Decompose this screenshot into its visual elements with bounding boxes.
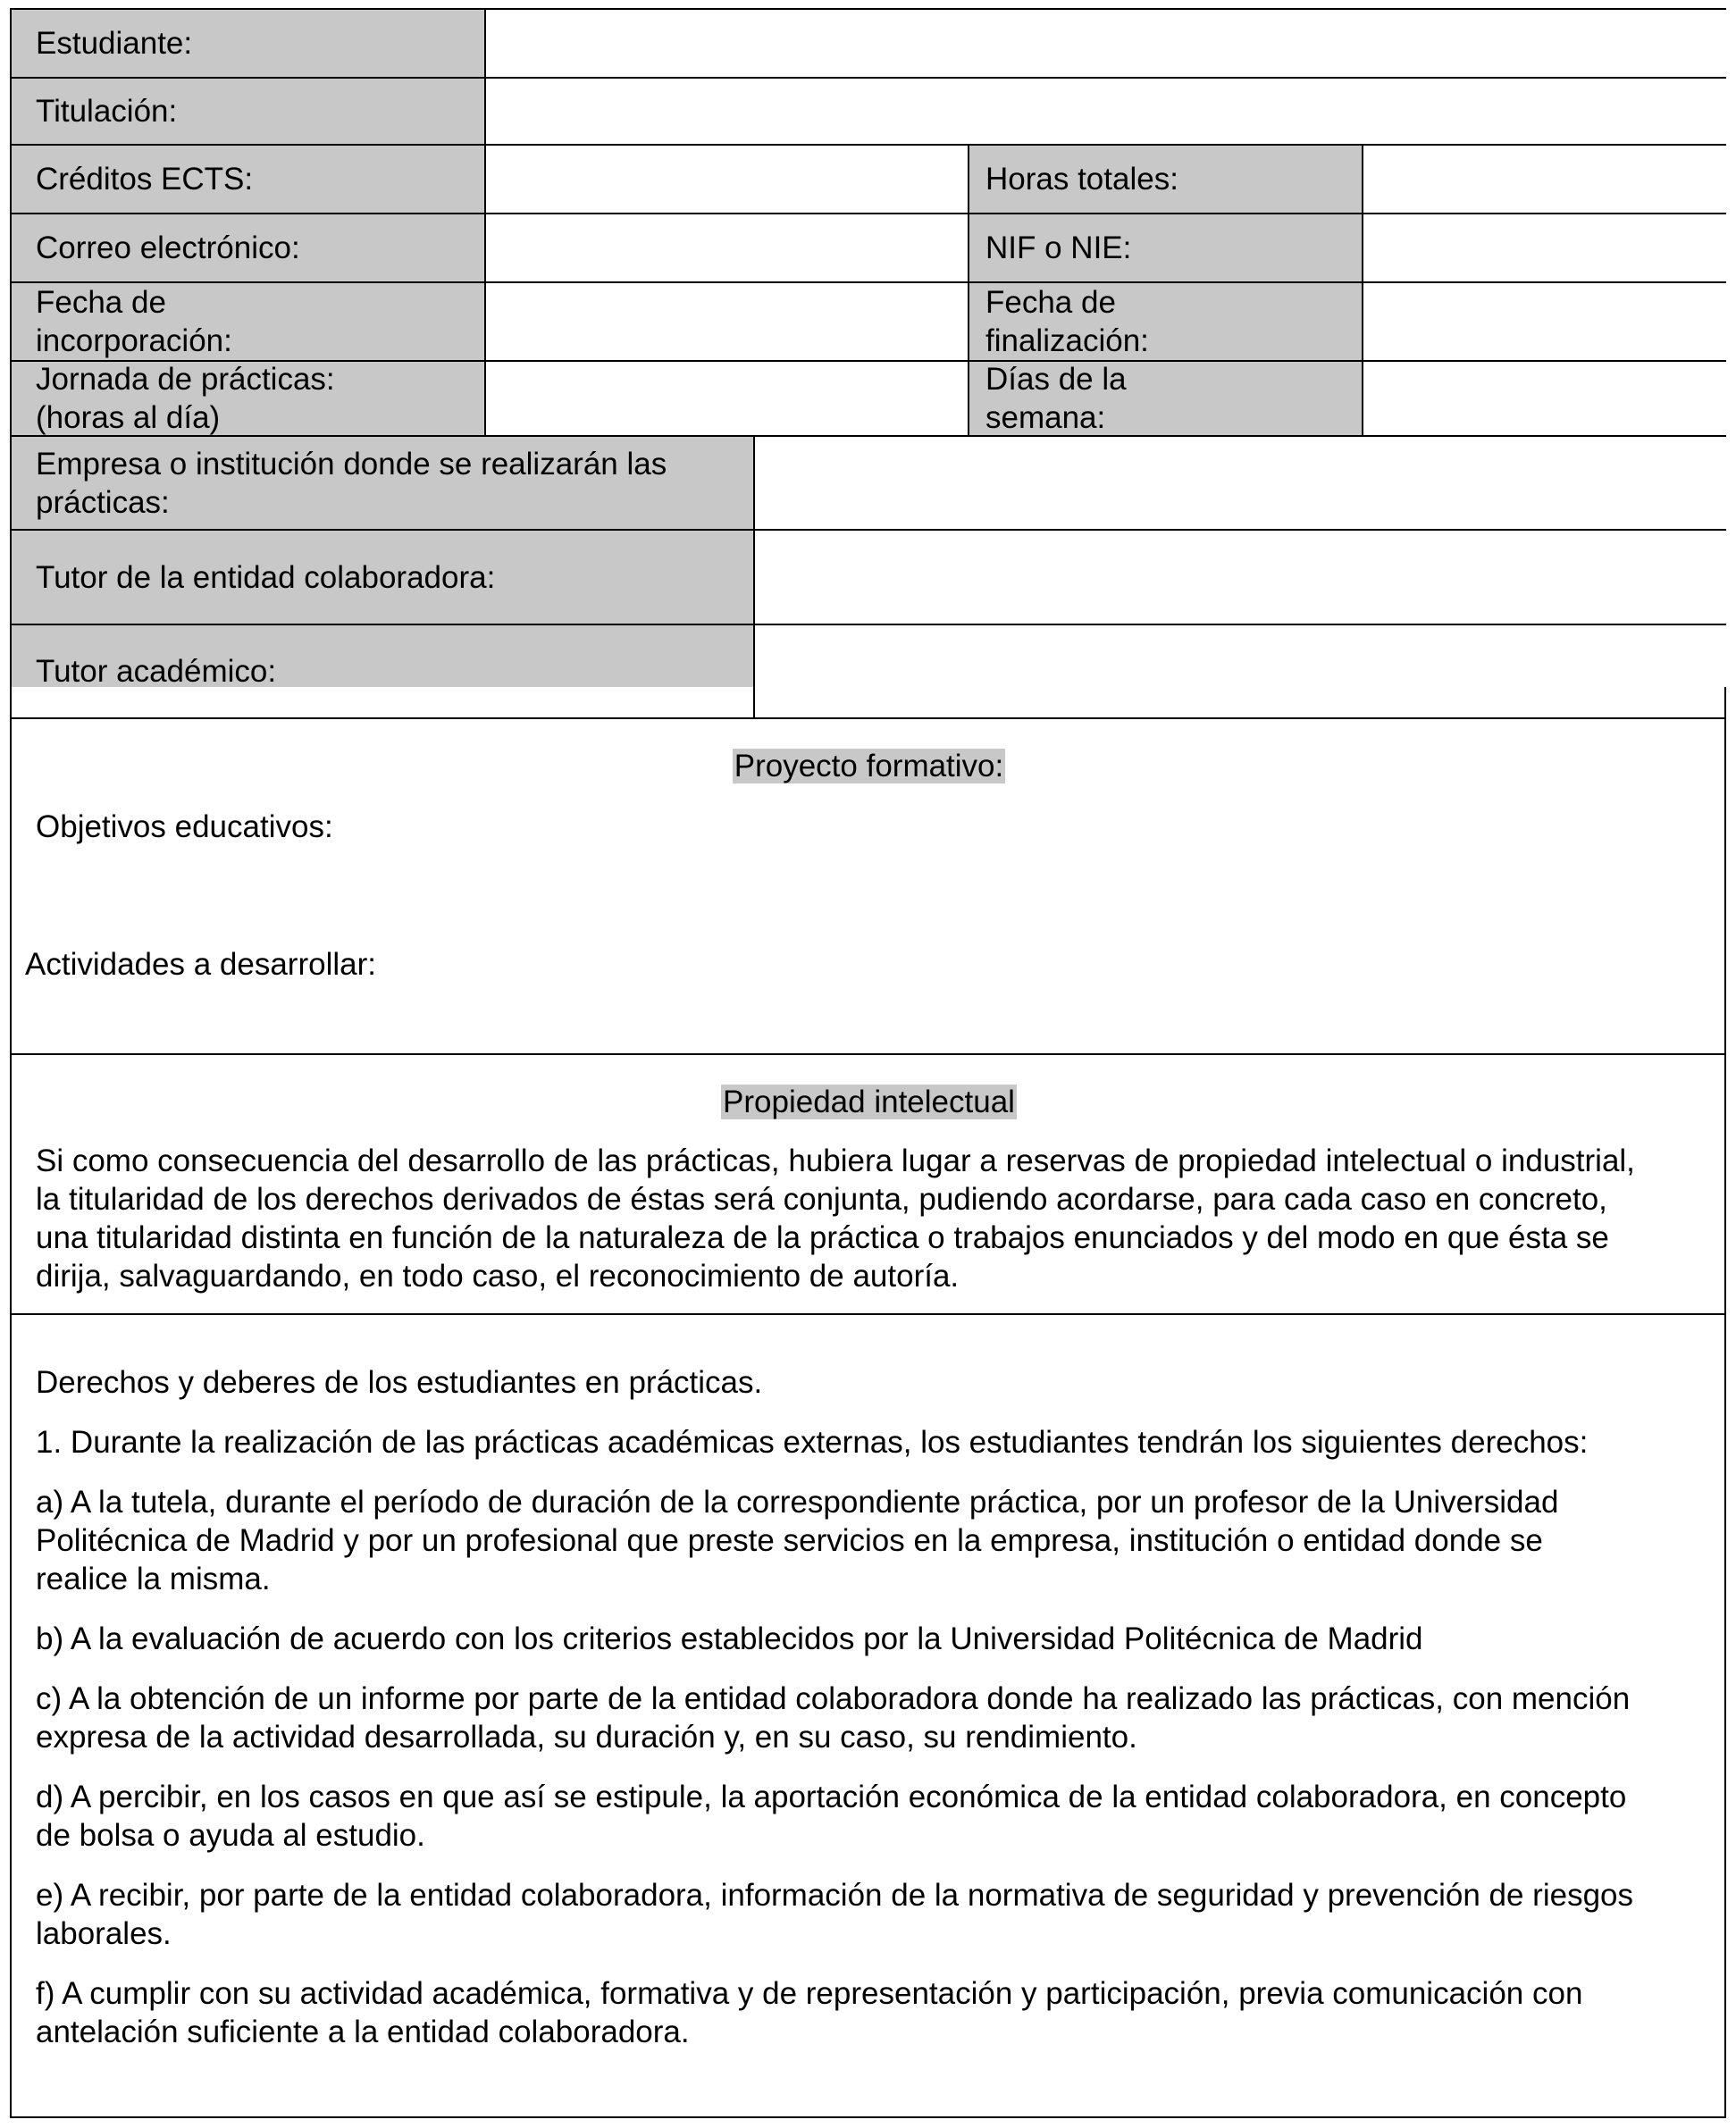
company-tutor-label: Tutor de la entidad colaboradora: bbox=[36, 559, 496, 595]
degree-field[interactable] bbox=[486, 79, 1726, 144]
rights-section bbox=[36, 1363, 1715, 2051]
email-field[interactable] bbox=[486, 214, 968, 281]
project-title: Proyecto formativo: bbox=[734, 749, 1004, 783]
workday-field[interactable] bbox=[486, 362, 968, 435]
rights-item-f: f) A cumplir con su actividad académica, formativa y de representación y participación, previa comunicación con antelación suficiente a la entidad colaboradora. bbox=[36, 1976, 1583, 2049]
company-label: Empresa o institución donde se realizarán las prácticas: bbox=[36, 446, 667, 520]
end-date-field[interactable] bbox=[1363, 283, 1726, 360]
weekdays-field[interactable] bbox=[1363, 362, 1726, 435]
end-date-label: Fecha de finalización: bbox=[985, 285, 1149, 358]
rights-heading: Derechos y deberes de los estudiantes en prácticas. bbox=[36, 1365, 763, 1400]
ip-title: Propiedad intelectual bbox=[723, 1085, 1015, 1119]
ip-paragraph: Si como consecuencia del desarrollo de las prácticas, hubiera lugar a reservas de propiedad intelectual o industrial, la titularidad de los derechos derivados de éstas será conjunta, pudiendo acordarse, para cada caso en concreto, una titularidad distinta en función de la naturaleza de la práctica o trabajos enunciados y del modo en que ésta se dirija, salvaguardando, en todo caso, el reconocimiento de autoría. bbox=[36, 1144, 1635, 1294]
degree-label: Titulación: bbox=[36, 94, 178, 129]
rights-item-d: d) A percibir, en los casos en que así se estipule, la aportación económica de la entidad colaboradora, en concepto de bolsa o ayuda al estudio. bbox=[36, 1780, 1627, 1853]
email-label: Correo electrónico: bbox=[36, 230, 300, 265]
objectives-field[interactable] bbox=[36, 850, 1707, 939]
start-date-field[interactable] bbox=[486, 283, 968, 360]
total-hours-label: Horas totales: bbox=[985, 162, 1178, 197]
activities-field[interactable] bbox=[25, 988, 1705, 1046]
student-label: Estudiante: bbox=[36, 26, 193, 61]
academic-tutor-field[interactable] bbox=[755, 625, 1726, 717]
ects-field[interactable] bbox=[486, 146, 968, 213]
rights-item-e: e) A recibir, por parte de la entidad colaboradora, información de la normativa de seguridad y prevención de riesgos laborales. bbox=[36, 1878, 1634, 1951]
nif-label: NIF o NIE: bbox=[985, 230, 1132, 265]
start-date-label: Fecha de incorporación: bbox=[36, 285, 232, 358]
rights-item-c: c) A la obtención de un informe por parte de la entidad colaboradora donde ha realizado las prácticas, con mención expresa de la actividad desarrollada, su duración y, en su caso, su rendimiento. bbox=[36, 1681, 1631, 1755]
activities-label: Actividades a desarrollar: bbox=[25, 947, 376, 982]
weekdays-label: Días de la semana: bbox=[985, 362, 1127, 435]
company-tutor-field[interactable] bbox=[755, 531, 1726, 624]
rights-item-a: a) A la tutela, durante el período de duración de la correspondiente práctica, por un profesor de la Universidad Politécnica de Madrid y por un profesional que preste servicios en la empresa, institución o entidad donde se realice la misma. bbox=[36, 1485, 1559, 1596]
internship-form bbox=[10, 8, 1726, 2118]
rights-item-b: b) A la evaluación de acuerdo con los criterios establecidos por la Universidad Politécnica de Madrid bbox=[36, 1621, 1423, 1656]
total-hours-field[interactable] bbox=[1363, 146, 1726, 213]
academic-tutor-label: Tutor académico: bbox=[36, 654, 277, 689]
company-field[interactable] bbox=[755, 437, 1726, 529]
ects-label: Créditos ECTS: bbox=[36, 162, 254, 197]
nif-field[interactable] bbox=[1363, 214, 1726, 281]
student-field[interactable] bbox=[486, 10, 1726, 77]
workday-label: Jornada de prácticas: (horas al día) bbox=[36, 362, 335, 435]
rights-intro: 1. Durante la realización de las prácticas académicas externas, los estudiantes tendrán los siguientes derechos: bbox=[36, 1425, 1589, 1460]
objectives-label: Objetivos educativos: bbox=[36, 809, 333, 844]
